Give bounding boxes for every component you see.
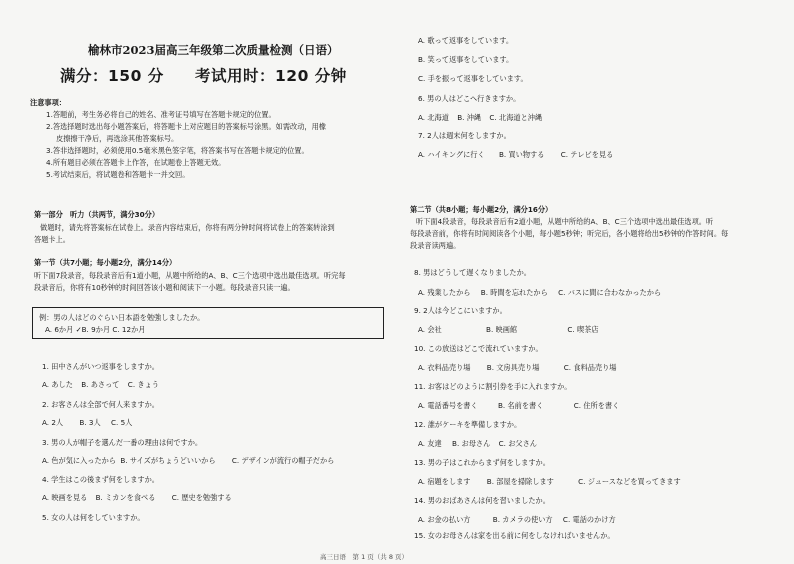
q5-option-a[interactable]: A. 歌って返事をしています。 <box>418 36 514 45</box>
question-1: 1. 田中さんがいつ返事をしますか。 <box>42 362 159 371</box>
q3-option-b[interactable]: B. サイズがちょうどいいから <box>120 456 216 465</box>
exam-title: 榆林市2023届高三年级第二次质量检测（日语） <box>88 43 339 57</box>
section2-desc-3: 段录音读两遍。 <box>410 241 461 250</box>
q14-option-a[interactable]: A. お金の払い方 <box>418 515 471 524</box>
question-13-options <box>418 477 681 486</box>
note-1: 1.答题前，考生务必将自己的姓名、准考证号填写在答题卡规定的位置。 <box>46 110 276 119</box>
note-3: 3.答非选择题时，必须使用0.5毫米黑色签字笔，将答案书写在答题卡规定的位置。 <box>46 146 309 155</box>
part1-desc-1: 做题时，请先将答案标在试卷上。录音内容结束后，你将有两分钟时间将试卷上的答案转涂到 <box>40 223 335 232</box>
question-12-options <box>418 439 537 448</box>
notes-heading: 注意事项： <box>30 98 66 107</box>
section1-heading: 第一节（共7小题；每小题2分，满分14分） <box>34 258 177 267</box>
q14-option-b[interactable]: B. カメラの使い方 <box>492 515 553 524</box>
section2-heading: 第二节（共8小题；每小题2分，满分16分） <box>410 205 553 214</box>
question-14-options <box>418 515 616 524</box>
question-9-options <box>418 325 599 334</box>
part1-desc-2: 答题卡上。 <box>34 235 70 244</box>
q6-option-c[interactable]: C. 北海道と沖縄 <box>489 113 543 122</box>
q9-option-b[interactable]: B. 映画館 <box>486 325 518 334</box>
q3-option-a[interactable]: A. 色が気に入ったから <box>42 456 117 465</box>
question-2-options <box>42 418 132 427</box>
part1-heading: 第一部分 听力（共两节，满分30分） <box>34 210 160 219</box>
q7-option-b[interactable]: B. 買い物する <box>498 150 545 159</box>
q7-option-a[interactable]: A. ハイキングに行く <box>418 150 485 159</box>
example-options: A. 6か月 ✓B. 9か月 C. 12か月 <box>45 325 146 334</box>
q13-option-b[interactable]: B. 部屋を掃除します <box>486 477 554 486</box>
question-4: 4. 学生はこの後まず何をしますか。 <box>42 475 159 484</box>
q1-option-c[interactable]: C. きょう <box>127 380 159 389</box>
q14-option-c[interactable]: C. 電話のかけ方 <box>562 515 616 524</box>
section1-desc-1: 听下面7段录音，每段录音后有1道小题，从题中所给的A、B、C三个选项中选出最佳选项。听完每 <box>34 271 346 280</box>
q12-option-c[interactable]: C. お父さん <box>498 439 537 448</box>
question-13: 13. 男の子はこれからまず何をしますか。 <box>414 458 550 467</box>
question-4-options <box>42 493 232 502</box>
question-12: 12. 誰がケーキを準備しますか。 <box>414 420 522 429</box>
q6-option-a[interactable]: A. 北海道 <box>418 113 449 122</box>
note-2-cont: 皮擦擦干净后，再选涂其他答案标号。 <box>56 134 179 143</box>
question-7-options <box>418 150 613 159</box>
q4-option-b[interactable]: B. ミカンを食べる <box>95 493 156 502</box>
q2-option-a[interactable]: A. 2人 <box>42 418 64 427</box>
exam-time: 考试用时：120 分钟 <box>195 67 347 85</box>
question-9: 9. 2人は今どこにいますか。 <box>414 306 507 315</box>
question-3: 3. 男の人が帽子を選んだ一番の理由は何ですか。 <box>42 438 203 447</box>
question-7: 7. 2人は週末何をしますか。 <box>418 131 511 140</box>
question-10: 10. この放送はどこで流れていますか。 <box>414 344 543 353</box>
q10-option-a[interactable]: A. 衣料品売り場 <box>418 363 471 372</box>
question-10-options <box>418 363 616 372</box>
q9-option-a[interactable]: A. 会社 <box>418 325 442 334</box>
q5-option-c[interactable]: C. 手を振って返事をしています。 <box>418 74 528 83</box>
q5-option-b[interactable]: B. 笑って返事をしています。 <box>418 55 514 64</box>
q1-option-a[interactable]: A. あした <box>42 380 73 389</box>
question-5: 5. 女の人は何をしていますか。 <box>42 513 145 522</box>
question-3-options <box>42 456 334 465</box>
example-question: 例：男の人はどのぐらい日本語を勉強しましたか。 <box>39 313 205 322</box>
q6-option-b[interactable]: B. 沖縄 <box>457 113 482 122</box>
question-6: 6. 男の人はどこへ行きますか。 <box>418 94 521 103</box>
note-4: 4.所有题目必须在答题卡上作答，在试题卷上答题无效。 <box>46 158 226 167</box>
q12-option-b[interactable]: B. お母さん <box>452 439 491 448</box>
q7-option-c[interactable]: C. テレビを見る <box>560 150 614 159</box>
question-14: 14. 男のおばあさんは何を習いましたか。 <box>414 496 550 505</box>
q12-option-a[interactable]: A. 友達 <box>418 439 442 448</box>
q13-option-c[interactable]: C. ジュースなどを買ってきます <box>578 477 681 486</box>
q10-option-b[interactable]: B. 文房具売り場 <box>486 363 540 372</box>
q11-option-c[interactable]: C. 住所を書く <box>573 401 620 410</box>
question-15: 15. 女のお母さんは家を出る前に何をしなければいませんか。 <box>414 531 615 540</box>
page-footer: 高三日语 第 1 页（共 8 页） <box>320 553 409 561</box>
section2-desc-1: 听下面4段录音，每段录音后有2道小题，从题中所给的A、B、C三个选项中选出最佳选项。听 <box>416 217 714 226</box>
note-2: 2.答选择题时选出每小题答案后，将答题卡上对应题目的答案标号涂黑。如需改动，用橡 <box>46 122 326 131</box>
q8-option-c[interactable]: C. バスに間に合わなかったから <box>558 288 662 297</box>
q1-option-b[interactable]: B. あさって <box>81 380 120 389</box>
question-11-options <box>418 401 619 410</box>
question-8: 8. 男はどうして遅くなりましたか。 <box>414 268 531 277</box>
q13-option-a[interactable]: A. 宿題をします <box>418 477 471 486</box>
q11-option-b[interactable]: B. 名前を書く <box>497 401 544 410</box>
q3-option-c[interactable]: C. デザインが流行の帽子だから <box>231 456 335 465</box>
question-8-options <box>418 288 661 297</box>
question-1-options <box>42 380 159 389</box>
q11-option-a[interactable]: A. 電話番号を書く <box>418 401 478 410</box>
note-5: 5.考试结束后，将试题卷和答题卡一并交回。 <box>46 170 190 179</box>
full-score: 满分：150 分 <box>60 67 164 85</box>
q4-option-c[interactable]: C. 歴史を勉強する <box>171 493 232 502</box>
section2-desc-2: 每段录音前，你将有时间阅读各个小题，每小题5秒钟；听完后，各小题将给出5秒钟的作答时间。每 <box>410 229 729 238</box>
q10-option-c[interactable]: C. 食料品売り場 <box>563 363 617 372</box>
example-box <box>32 307 384 339</box>
question-6-options <box>418 113 542 122</box>
q8-option-a[interactable]: A. 残業したから <box>418 288 471 297</box>
q9-option-c[interactable]: C. 喫茶店 <box>567 325 599 334</box>
q8-option-b[interactable]: B. 時間を忘れたから <box>480 288 548 297</box>
q2-option-b[interactable]: B. 3人 <box>79 418 101 427</box>
q2-option-c[interactable]: C. 5人 <box>110 418 133 427</box>
question-2: 2. お客さんは全部で何人来ますか。 <box>42 400 159 409</box>
q4-option-a[interactable]: A. 映画を見る <box>42 493 88 502</box>
section1-desc-2: 段录音后，你将有10秒钟的时间回答该小题和阅读下一小题。每段录音只读一遍。 <box>34 283 295 292</box>
question-11: 11. お客はどのように割引券を手に入れますか。 <box>414 382 572 391</box>
